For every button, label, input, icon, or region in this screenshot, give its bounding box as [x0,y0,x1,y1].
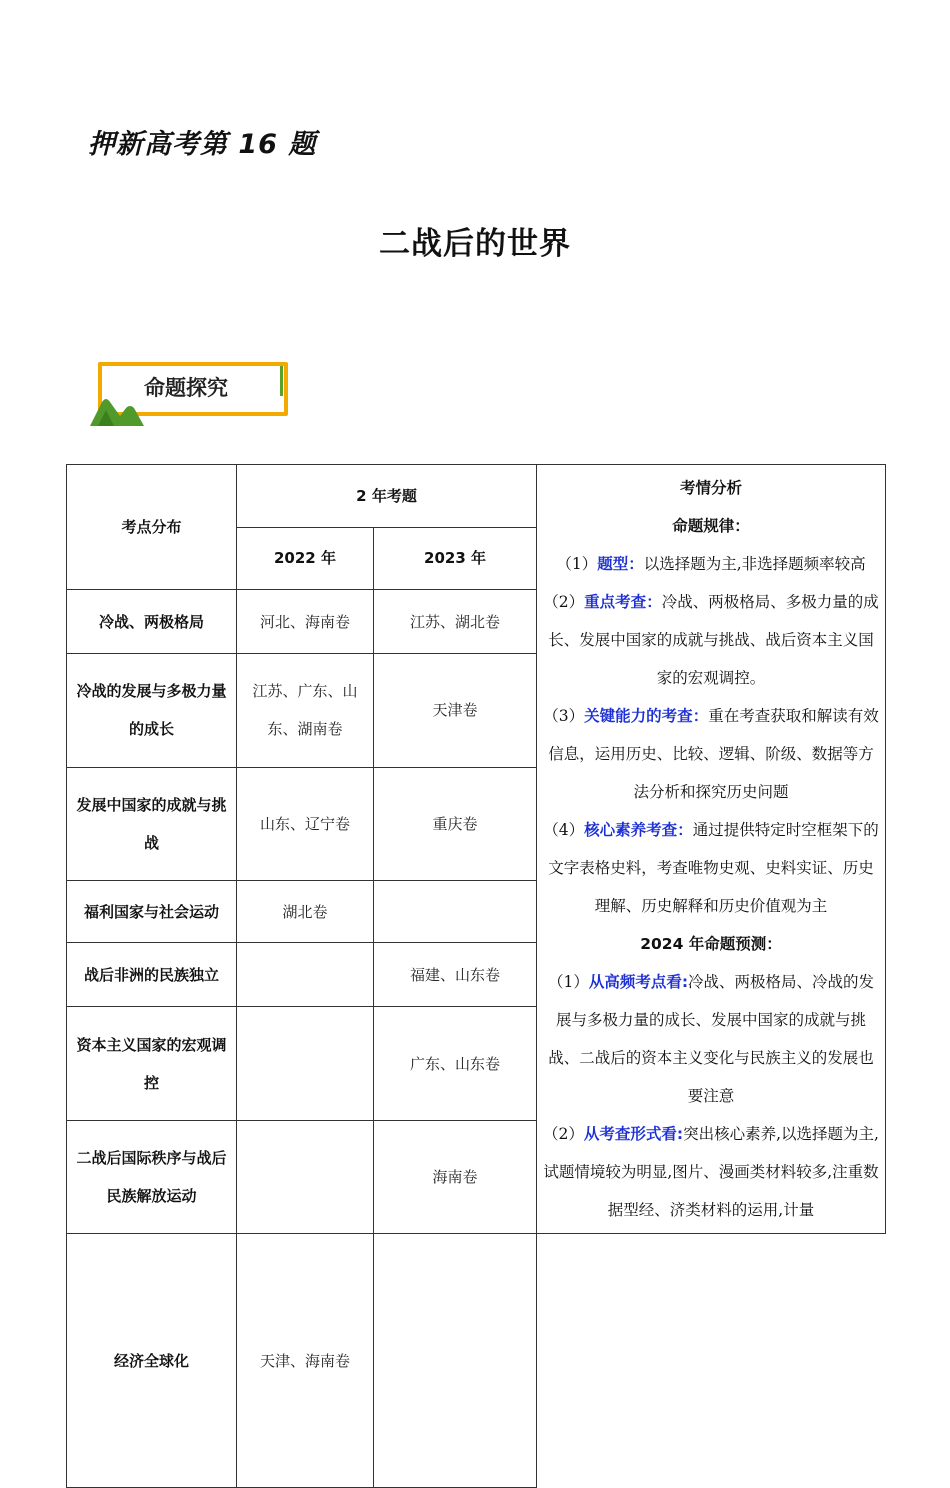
year-2023-cell: 江苏、湖北卷 [374,590,537,654]
year-2023-cell [374,880,537,943]
topic-cell: 冷战的发展与多极力量的成长 [67,654,237,767]
header-topic: 考点分布 [67,465,237,590]
year-2023-cell: 福建、山东卷 [374,943,537,1007]
topic-cell: 战后非洲的民族独立 [67,943,237,1007]
header-years-group: 2 年考题 [237,465,537,528]
topic-cell: 发展中国家的成就与挑战 [67,767,237,880]
analysis-title: 考情分析 [680,479,743,497]
year-2023-cell: 广东、山东卷 [374,1007,537,1120]
rule-item-4: （4）核心素养考查：通过提供特定时空框架下的文字表格史料，考查唯物史观、史料实证、历史理解、历史解释和历史价值观为主 [543,821,879,915]
year-2022-cell: 江苏、广东、山东、湖南卷 [237,654,374,767]
year-2023-cell: 天津卷 [374,654,537,767]
section-badge [88,360,298,426]
year-2022-cell [237,1120,374,1233]
exam-distribution-table [66,464,886,1488]
year-2022-cell: 山东、辽宁卷 [237,767,374,880]
exam-question-label: 押新高考第 16 题 [88,129,317,160]
header-year-2023: 2023 年 [374,527,537,590]
page-title: 二战后的世界 [379,226,571,262]
hills-icon [88,390,148,426]
year-2022-cell: 天津、海南卷 [237,1234,374,1488]
header-year-2022: 2022 年 [237,527,374,590]
rule-item-1: （1）题型：以选择题为主,非选择题频率较高 [556,555,866,573]
forecast-item-1: （1）从高频考点看:冷战、两极格局、冷战的发展与多极力量的成长、发展中国家的成就与挑战、二战后的资本主义变化与民族主义的发展也要注意 [547,973,875,1105]
topic-cell: 福利国家与社会运动 [67,880,237,943]
badge-label: 命题探究 [144,376,228,400]
topic-cell: 经济全球化 [67,1234,237,1488]
table-row [67,1234,886,1488]
rule-item-2: （2）重点考查：冷战、两极格局、多极力量的成长、发展中国家的成就与挑战、战后资本主义国家的宏观调控。 [543,593,879,687]
forecast-item-2: （2）从考查形式看:突出核心素养,以选择题为主,试题情境较为明显,图片、漫画类材料较多,注重数据型经、济类材料的运用,计量 [543,1125,879,1219]
year-2022-cell: 湖北卷 [237,880,374,943]
year-2023-cell: 重庆卷 [374,767,537,880]
year-2023-cell [374,1234,537,1488]
rule-item-3: （3）关键能力的考查：重在考查获取和解读有效信息，运用历史、比较、逻辑、阶级、数据等方法分析和探究历史问题 [543,707,879,801]
year-2022-cell [237,1007,374,1120]
year-2022-cell [237,943,374,1007]
topic-cell: 资本主义国家的宏观调控 [67,1007,237,1120]
topic-cell: 二战后国际秩序与战后民族解放运动 [67,1120,237,1233]
analysis-panel [537,465,886,1234]
badge-accent [280,366,283,396]
year-2023-cell: 海南卷 [374,1120,537,1233]
rule-heading: 命题规律： [672,517,750,535]
forecast-heading: 2024 年命题预测： [640,935,782,953]
topic-cell: 冷战、两极格局 [67,590,237,654]
year-2022-cell: 河北、海南卷 [237,590,374,654]
